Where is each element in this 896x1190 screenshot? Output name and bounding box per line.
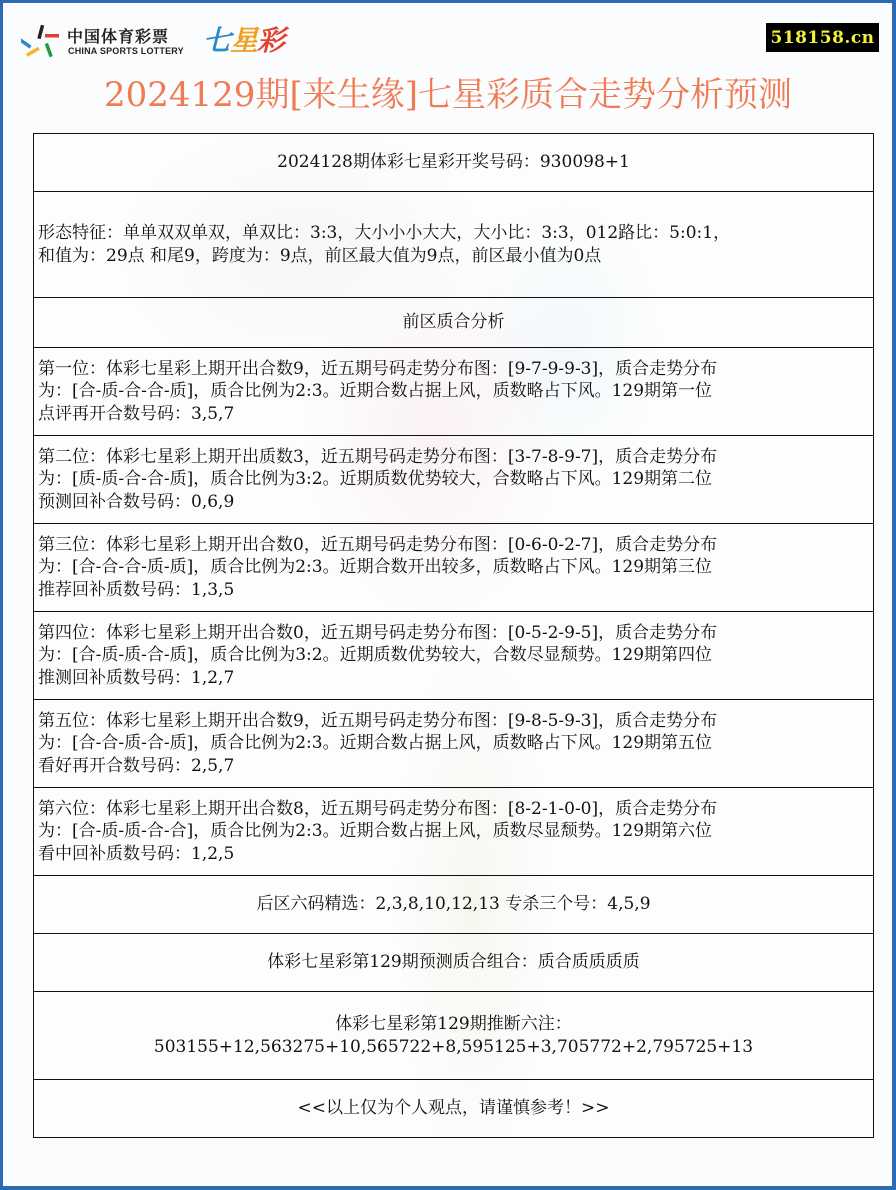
combo-prediction: 体彩七星彩第129期预测质合组合：质合质质质质 <box>34 934 874 992</box>
position-1-line-1: 第一位：体彩七星彩上期开出合数9，近五期号码走势分布图：[9-7-9-9-3]，质合走势分布 <box>38 358 718 379</box>
position-3-line-2: 为：[合-合-合-质-质]，质合比例为2:3。近期合数开出较多，质数略占下风。129期第三位 <box>38 557 713 578</box>
logo-product-char-2: 星 <box>230 24 258 57</box>
table-row-position-4 <box>34 612 874 700</box>
back-zone-picks: 后区六码精选：2,3,8,10,12,13 专杀三个号：4,5,9 <box>34 876 874 934</box>
position-analysis-cell <box>34 612 874 700</box>
position-6-line-3: 看中回补质数号码：1,2,5 <box>38 843 235 864</box>
table-row-position-5 <box>34 700 874 788</box>
table-row-section-title <box>34 298 874 348</box>
position-analysis-cell <box>34 348 874 436</box>
shape-features-cell <box>34 192 874 298</box>
position-3-line-1: 第三位：体彩七星彩上期开出合数0，近五期号码走势分布图：[0-6-0-2-7]，质合走势分布 <box>38 534 718 555</box>
table-row-position-1 <box>34 348 874 436</box>
logo-english-text: CHINA SPORTS LOTTERY <box>68 46 184 56</box>
table-row-combo <box>34 934 874 992</box>
position-5-line-2: 为：[合-合-质-合-质]，质合比例为2:3。近期合数占据上风，质数略占下风。129期第五位 <box>38 733 713 754</box>
position-1-line-2: 为：[合-质-合-合-质]，质合比例为2:3。近期合数占据上风，质数略占下风。129期第一位 <box>38 381 713 402</box>
logo-product-char-3: 彩 <box>257 24 285 57</box>
position-analysis-cell <box>34 788 874 876</box>
table-row-six-bets <box>34 992 874 1080</box>
position-6-line-1: 第六位：体彩七星彩上期开出合数8，近五期号码走势分布图：[8-2-1-0-0]，质合走势分布 <box>38 798 718 819</box>
table-row-back-zone <box>34 876 874 934</box>
position-2-line-2: 为：[质-质-合-合-质]，质合比例为3:2。近期质数优势较大，合数略占下风。129期第二位 <box>38 469 713 490</box>
disclaimer: <<以上仅为个人观点，请谨慎参考！>> <box>34 1080 874 1138</box>
six-bets-title: 体彩七星彩第129期推断六注： <box>335 1014 572 1034</box>
position-2-line-1: 第二位：体彩七星彩上期开出质数3，近五期号码走势分布图：[3-7-8-9-7]，质合走势分布 <box>38 446 718 467</box>
last-draw-result: 2024128期体彩七星彩开奖号码：930098+1 <box>34 134 874 192</box>
shape-features-line-2: 和值为：29点 和尾9，跨度为：9点，前区最大值为9点，前区最小值为0点 <box>38 245 602 266</box>
six-bets-numbers: 503155+12,563275+10,565722+8,595125+3,705772+2,795725+13 <box>153 1036 754 1057</box>
logo-chinese-text: 中国体育彩票 <box>67 27 170 46</box>
position-4-line-3: 推测回补质数号码：1,2,7 <box>38 667 235 688</box>
logo-product-char-1: 七 <box>203 24 231 57</box>
shape-features-line-1: 形态特征：单单双双单双，单双比：3:3，大小小小大大，大小比：3:3，012路比：5:0:1， <box>38 223 731 243</box>
table-row-disclaimer <box>34 1080 874 1138</box>
position-analysis-cell <box>34 700 874 788</box>
site-domain-badge[interactable]: 518158.cn <box>766 23 879 52</box>
table-row-position-6 <box>34 788 874 876</box>
table-row-last-draw <box>34 134 874 192</box>
page-title: 2024129期[来生缘]七星彩质合走势分析预测 <box>104 75 792 115</box>
position-4-line-2: 为：[合-质-质-合-质]，质合比例为3:2。近期质数优势较大，合数尽显颓势。129期第四位 <box>38 645 713 666</box>
section-title: 前区质合分析 <box>34 298 874 348</box>
china-sports-lottery-logo-icon <box>21 23 61 59</box>
qixingcai-product-logo <box>203 23 284 59</box>
position-2-line-3: 预测回补合数号码：0,6,9 <box>38 491 235 512</box>
analysis-table <box>33 133 874 1138</box>
position-analysis-cell <box>34 436 874 524</box>
table-row-position-3 <box>34 524 874 612</box>
header-logo <box>21 21 301 63</box>
position-1-line-3: 点评再开合数号码：3,5,7 <box>38 403 235 424</box>
position-5-line-1: 第五位：体彩七星彩上期开出合数9，近五期号码走势分布图：[9-8-5-9-3]，质合走势分布 <box>38 710 718 731</box>
table-row-features <box>34 192 874 298</box>
position-4-line-1: 第四位：体彩七星彩上期开出合数0，近五期号码走势分布图：[0-5-2-9-5]，质合走势分布 <box>38 622 718 643</box>
position-3-line-3: 推荐回补质数号码：1,3,5 <box>38 579 235 600</box>
table-row-position-2 <box>34 436 874 524</box>
position-5-line-3: 看好再开合数号码：2,5,7 <box>38 755 235 776</box>
position-analysis-cell <box>34 524 874 612</box>
position-6-line-2: 为：[合-质-质-合-合]，质合比例为2:3。近期合数占据上风，质数尽显颓势。129期第六位 <box>38 821 713 842</box>
six-bets-cell <box>34 992 874 1080</box>
